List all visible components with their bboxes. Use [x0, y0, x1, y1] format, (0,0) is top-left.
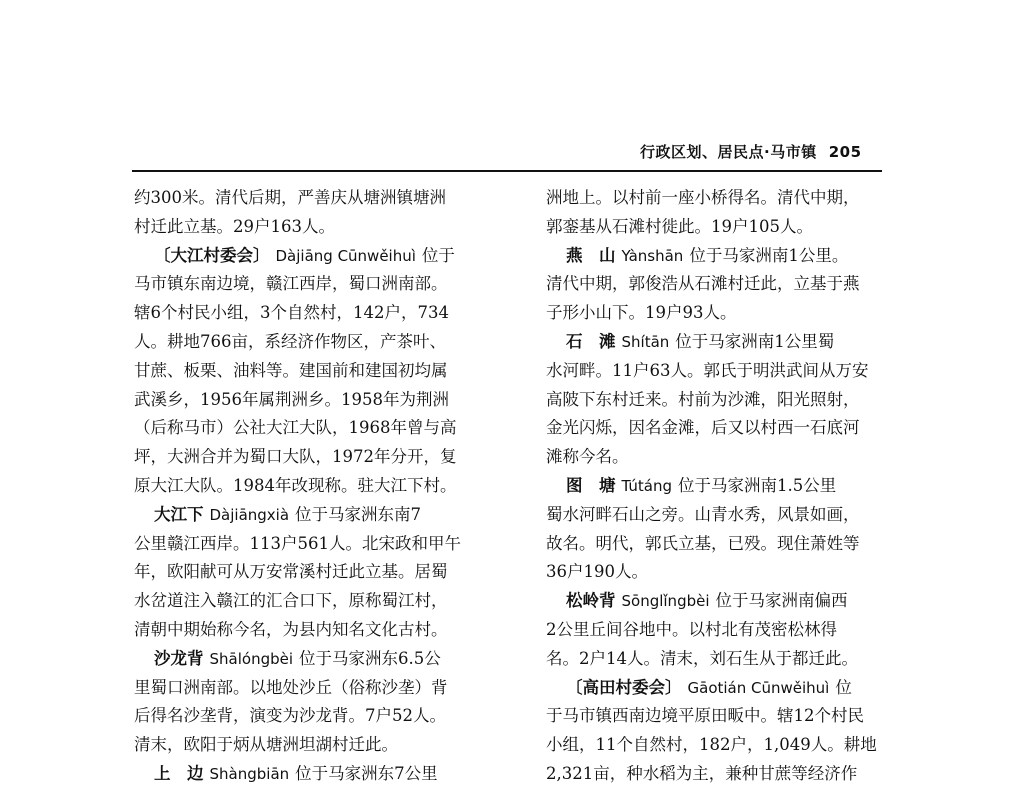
text-line	[546, 702, 924, 731]
line-text: 2公里丘间谷地中。以村北有茂密松林得	[546, 619, 837, 639]
entry-heading-line	[134, 760, 512, 789]
text-line	[134, 443, 512, 472]
line-text: 位于马家洲东7公里	[295, 763, 438, 783]
line-text: 位于马家洲南偏西	[715, 591, 848, 611]
line-text: 约300米。清代后期，严善庆从塘洲镇塘洲	[134, 188, 446, 207]
entry-term: 松岭背	[566, 591, 616, 611]
entry-term: 图 塘	[566, 475, 616, 495]
left-column	[134, 184, 512, 789]
entry-pinyin: Tútáng	[621, 476, 672, 495]
text-line	[546, 530, 924, 559]
text-line	[546, 616, 924, 645]
line-text: 高陂下东村迁来。村前为沙滩，阳光照射，	[546, 389, 860, 409]
text-line	[546, 357, 924, 386]
text-line	[546, 558, 924, 587]
text-line	[546, 414, 924, 443]
text-line	[134, 414, 512, 443]
entry-term: 〔高田村委会〕	[566, 677, 682, 697]
entry-pinyin: Gāotián Cūnwěihuì	[687, 678, 830, 697]
entry-pinyin: Yànshān	[621, 246, 684, 265]
line-text: 坪，大洲合并为蜀口大队，1972年分开，复	[134, 447, 457, 467]
line-text: 36户190人。	[546, 562, 648, 582]
line-text: 清末，欧阳于炳从塘洲坦湖村迁此。	[134, 735, 398, 755]
text-line	[134, 213, 512, 242]
text-line	[134, 270, 512, 299]
line-text: 位	[835, 677, 852, 697]
line-text: 2,321亩，种水稻为主，兼种甘蔗等经济作	[546, 763, 858, 783]
line-text: 位于	[421, 245, 455, 265]
text-line	[134, 299, 512, 328]
line-text: 子形小山下。19户93人。	[546, 303, 737, 323]
text-line	[134, 184, 512, 213]
line-text: 公里赣江西岸。113户561人。北宋政和甲午	[134, 533, 461, 553]
line-text: 年，欧阳献可从万安常溪村迁此立基。居蜀	[134, 562, 448, 582]
text-line	[134, 530, 512, 559]
line-text: 辖6个村民小组，3个自然村，142户，734	[134, 303, 449, 323]
line-text: 郭銮基从石滩村徙此。19户105人。	[546, 216, 813, 236]
text-line	[546, 443, 924, 472]
line-text: 马市镇东南边境，赣江西岸，蜀口洲南部。	[134, 274, 448, 294]
entry-term: 沙龙背	[154, 648, 204, 668]
text-line	[546, 184, 924, 213]
text-line	[546, 213, 924, 242]
text-line	[134, 702, 512, 731]
text-line	[546, 731, 924, 760]
entry-term: 上 边	[154, 763, 204, 783]
entry-pinyin: Shítān	[621, 332, 670, 351]
line-text: 清代中期，郭俊浩从石滩村迁此，立基于燕	[546, 274, 860, 294]
line-text: 武溪乡，1956年属荆洲乡。1958年为荆洲	[134, 389, 449, 409]
line-text: 名。2户14人。清末，刘石生从于都迁此。	[546, 648, 858, 668]
line-text: 里蜀口洲南部。以地处沙丘（俗称沙垄）背	[134, 677, 448, 697]
text-line	[134, 328, 512, 357]
line-text: 金光闪烁，因名金滩，后又以村西一石底河	[546, 418, 860, 438]
text-line	[134, 558, 512, 587]
entry-heading-line	[546, 328, 924, 357]
line-text: 村迁此立基。29户163人。	[134, 216, 335, 236]
entry-pinyin: Sōnglǐngbèi	[621, 592, 710, 611]
entry-pinyin: Dàjiāngxià	[209, 505, 290, 524]
line-text: 蜀水河畔石山之旁。山青水秀，风景如画，	[546, 504, 860, 524]
line-text: 水河畔。11户63人。郭氏于明洪武间从万安	[546, 360, 869, 380]
right-column	[546, 184, 924, 789]
line-text: 位于马家洲东南7	[295, 504, 422, 524]
text-line	[134, 587, 512, 616]
text-line	[546, 299, 924, 328]
line-text: 于马市镇西南边境平原田畈中。辖12个村民	[546, 706, 864, 726]
text-line	[134, 472, 512, 501]
line-text: 人。耕地766亩，系经济作物区，产茶叶、	[134, 331, 446, 351]
line-text: 甘蔗、板栗、油料等。建国前和建国初均属	[134, 360, 448, 380]
entry-term: 燕 山	[566, 245, 616, 265]
line-text: 位于马家洲南1公里蜀	[675, 331, 835, 351]
entry-pinyin: Dàjiāng Cūnwěihuì	[275, 246, 416, 265]
line-text: 洲地上。以村前一座小桥得名。清代中期，	[546, 188, 860, 207]
entry-pinyin: Shālóngbèi	[209, 649, 294, 668]
text-line	[134, 731, 512, 760]
entry-heading-line	[546, 674, 924, 703]
entry-term: 石 滩	[566, 331, 616, 351]
running-header	[640, 141, 862, 162]
entry-heading-line	[546, 472, 924, 501]
entry-heading-line	[134, 501, 512, 530]
text-line	[134, 386, 512, 415]
text-line	[546, 386, 924, 415]
line-text: 位于马家洲南1.5公里	[678, 475, 837, 495]
entry-term: 〔大江村委会〕	[154, 245, 270, 265]
text-line	[134, 357, 512, 386]
text-line	[134, 674, 512, 703]
entry-heading-line	[546, 242, 924, 271]
line-text: （后称马市）公社大江大队，1968年曾与高	[134, 418, 457, 438]
entry-heading-line	[546, 587, 924, 616]
line-text: 后得名沙垄背，演变为沙龙背。7户52人。	[134, 706, 446, 726]
entry-pinyin: Shàngbiān	[209, 764, 290, 783]
entry-heading-line	[134, 645, 512, 674]
line-text: 故名。明代，郭氏立基，已殁。现住萧姓等	[546, 533, 860, 553]
line-text: 水岔道注入赣江的汇合口下，原称蜀江村，	[134, 591, 448, 611]
text-line	[134, 616, 512, 645]
line-text: 位于马家洲南1公里。	[689, 245, 849, 265]
line-text: 小组，11个自然村，182户，1,049人。耕地	[546, 735, 877, 755]
header-title: 行政区划、居民点·马市镇	[640, 143, 817, 161]
line-text: 清朝中期始称今名，为县内知名文化古村。	[134, 619, 448, 639]
text-line	[546, 645, 924, 674]
header-rule	[132, 170, 882, 172]
line-text: 原大江大队。1984年改现称。驻大江下村。	[134, 475, 457, 495]
text-line	[546, 501, 924, 530]
text-line	[546, 760, 924, 789]
entry-heading-line	[134, 242, 512, 271]
entry-term: 大江下	[154, 504, 204, 524]
line-text: 位于马家洲东6.5公	[299, 648, 441, 668]
text-line	[546, 270, 924, 299]
line-text: 滩称今名。	[546, 447, 629, 467]
page-number: 205	[828, 143, 862, 161]
